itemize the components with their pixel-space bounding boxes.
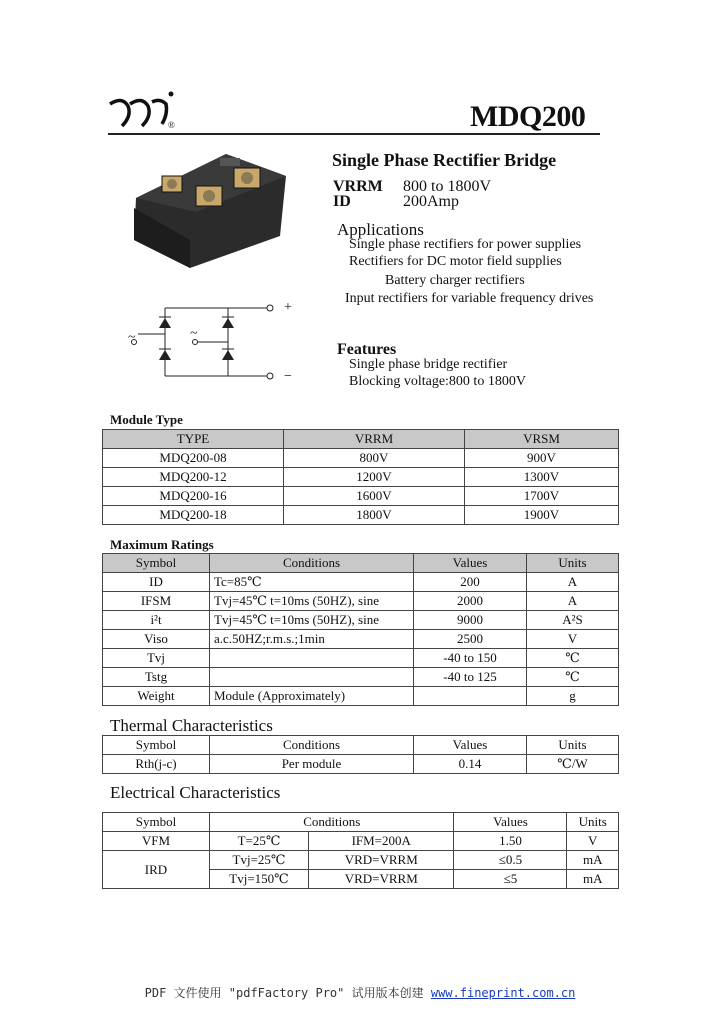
table-header-row — [103, 813, 619, 832]
table-cell — [210, 668, 414, 687]
column-header: Symbol — [103, 736, 210, 755]
table-cell — [414, 687, 527, 706]
table-cell: Per module — [210, 755, 414, 774]
table-cell: A — [527, 573, 619, 592]
table-cell: MDQ200-18 — [103, 506, 284, 525]
table-row — [103, 449, 619, 468]
features-heading: Features — [337, 341, 397, 358]
table-cell: VRD=VRRM — [309, 851, 454, 870]
table-cell: Module (Approximately) — [210, 687, 414, 706]
footer-link[interactable]: www.fineprint.com.cn — [430, 986, 576, 1000]
table-header-row — [103, 736, 619, 755]
applications-heading: Applications — [337, 220, 424, 239]
table-row — [103, 506, 619, 525]
table-header-row — [103, 554, 619, 573]
table-cell: 1900V — [465, 506, 619, 525]
application-item: Rectifiers for DC motor field supplies — [349, 254, 562, 269]
column-header: Units — [567, 813, 619, 832]
table-row — [103, 611, 619, 630]
column-header: Symbol — [103, 813, 210, 832]
product-name: Single Phase Rectifier Bridge — [332, 150, 557, 170]
column-header: Symbol — [103, 554, 210, 573]
table-cell: Tvj=25℃ — [210, 851, 309, 870]
table-cell: 2000 — [414, 592, 527, 611]
table-cell: ≤0.5 — [454, 851, 567, 870]
table-cell: VFM — [103, 832, 210, 851]
table-cell: 800V — [284, 449, 465, 468]
module-type-title: Module Type — [110, 412, 183, 427]
application-item: Battery charger rectifiers — [385, 273, 525, 288]
application-item: Input rectifiers for variable frequency drives — [345, 291, 594, 306]
table-row — [103, 487, 619, 506]
header-rule — [108, 133, 600, 135]
table-cell: ℃/W — [527, 755, 619, 774]
module-photo — [130, 150, 290, 270]
ac-terminal-1-label: ~ — [128, 330, 136, 345]
table-row — [103, 687, 619, 706]
table-cell: 1800V — [284, 506, 465, 525]
table-header-row — [103, 430, 619, 449]
table-cell: V — [567, 832, 619, 851]
column-header: Conditions — [210, 813, 454, 832]
table-cell: Tvj=45℃ t=10ms (50HZ), sine — [210, 611, 414, 630]
table-cell: VRD=VRRM — [309, 870, 454, 889]
spec-value: 800 to 1800V — [403, 178, 491, 195]
table-cell: MDQ200-08 — [103, 449, 284, 468]
table-cell: A — [527, 592, 619, 611]
table-row — [103, 468, 619, 487]
electrical-title: Electrical Characteristics — [110, 783, 281, 802]
table-row — [103, 755, 619, 774]
column-header: Values — [454, 813, 567, 832]
table-row — [103, 649, 619, 668]
table-cell: -40 to 150 — [414, 649, 527, 668]
footer — [0, 984, 720, 1001]
table-cell — [210, 649, 414, 668]
table-cell: Tvj=150℃ — [210, 870, 309, 889]
table-cell: ≤5 — [454, 870, 567, 889]
table-cell: V — [527, 630, 619, 649]
spec-value: 200Amp — [403, 193, 459, 210]
max-ratings-table — [102, 553, 619, 706]
feature-item: Blocking voltage:800 to 1800V — [349, 374, 526, 389]
table-cell: Rth(j-c) — [103, 755, 210, 774]
table-cell: 1200V — [284, 468, 465, 487]
table-cell: IRD — [103, 851, 210, 889]
module-type-table — [102, 429, 619, 525]
table-cell: IFSM — [103, 592, 210, 611]
table-cell: 1300V — [465, 468, 619, 487]
table-cell: 2500 — [414, 630, 527, 649]
column-header: TYPE — [103, 430, 284, 449]
table-cell: i²t — [103, 611, 210, 630]
table-cell: a.c.50HZ;r.m.s.;1min — [210, 630, 414, 649]
table-cell: Tc=85℃ — [210, 573, 414, 592]
spec-key: ID — [333, 193, 351, 210]
table-cell: MDQ200-16 — [103, 487, 284, 506]
feature-item: Single phase bridge rectifier — [349, 357, 508, 372]
table-cell: mA — [567, 851, 619, 870]
table-row — [103, 832, 619, 851]
thermal-table — [102, 735, 619, 774]
page-title: MDQ200 — [470, 100, 586, 133]
minus-terminal-label: − — [284, 369, 292, 384]
footer-text: PDF 文件使用 "pdfFactory Pro" 试用版本创建 — [144, 986, 424, 1000]
table-cell: 9000 — [414, 611, 527, 630]
spec-id — [333, 193, 459, 211]
column-header: Units — [527, 554, 619, 573]
table-row — [103, 668, 619, 687]
column-header: Units — [527, 736, 619, 755]
table-row — [103, 851, 619, 870]
table-cell: Tstg — [103, 668, 210, 687]
plus-terminal-label: + — [284, 300, 292, 315]
table-cell: ℃ — [527, 668, 619, 687]
spec-key: VRRM — [333, 178, 383, 195]
table-cell: 1600V — [284, 487, 465, 506]
table-cell: g — [527, 687, 619, 706]
bridge-circuit-diagram — [120, 296, 300, 396]
table-cell: 1.50 — [454, 832, 567, 851]
table-row — [103, 573, 619, 592]
table-cell: 0.14 — [414, 755, 527, 774]
column-header: Conditions — [210, 736, 414, 755]
column-header: Values — [414, 736, 527, 755]
table-cell: IFM=200A — [309, 832, 454, 851]
table-cell: ID — [103, 573, 210, 592]
table-cell: 900V — [465, 449, 619, 468]
thermal-title: Thermal Characteristics — [110, 716, 273, 735]
table-cell: A²S — [527, 611, 619, 630]
electrical-table — [102, 812, 619, 889]
column-header: Conditions — [210, 554, 414, 573]
max-ratings-title: Maximum Ratings — [110, 537, 214, 552]
table-cell: Tvj — [103, 649, 210, 668]
ac-terminal-2-label: ~ — [190, 326, 198, 341]
table-cell: 1700V — [465, 487, 619, 506]
column-header: VRSM — [465, 430, 619, 449]
table-cell: 200 — [414, 573, 527, 592]
registered-mark: ® — [168, 120, 175, 130]
column-header: VRRM — [284, 430, 465, 449]
column-header: Values — [414, 554, 527, 573]
table-row — [103, 630, 619, 649]
application-item: Single phase rectifiers for power supplies — [349, 237, 582, 252]
table-cell: mA — [567, 870, 619, 889]
table-cell: Weight — [103, 687, 210, 706]
table-cell: ℃ — [527, 649, 619, 668]
table-cell: Viso — [103, 630, 210, 649]
table-row — [103, 592, 619, 611]
table-cell: Tvj=45℃ t=10ms (50HZ), sine — [210, 592, 414, 611]
table-cell: T=25℃ — [210, 832, 309, 851]
table-cell: MDQ200-12 — [103, 468, 284, 487]
table-cell: -40 to 125 — [414, 668, 527, 687]
